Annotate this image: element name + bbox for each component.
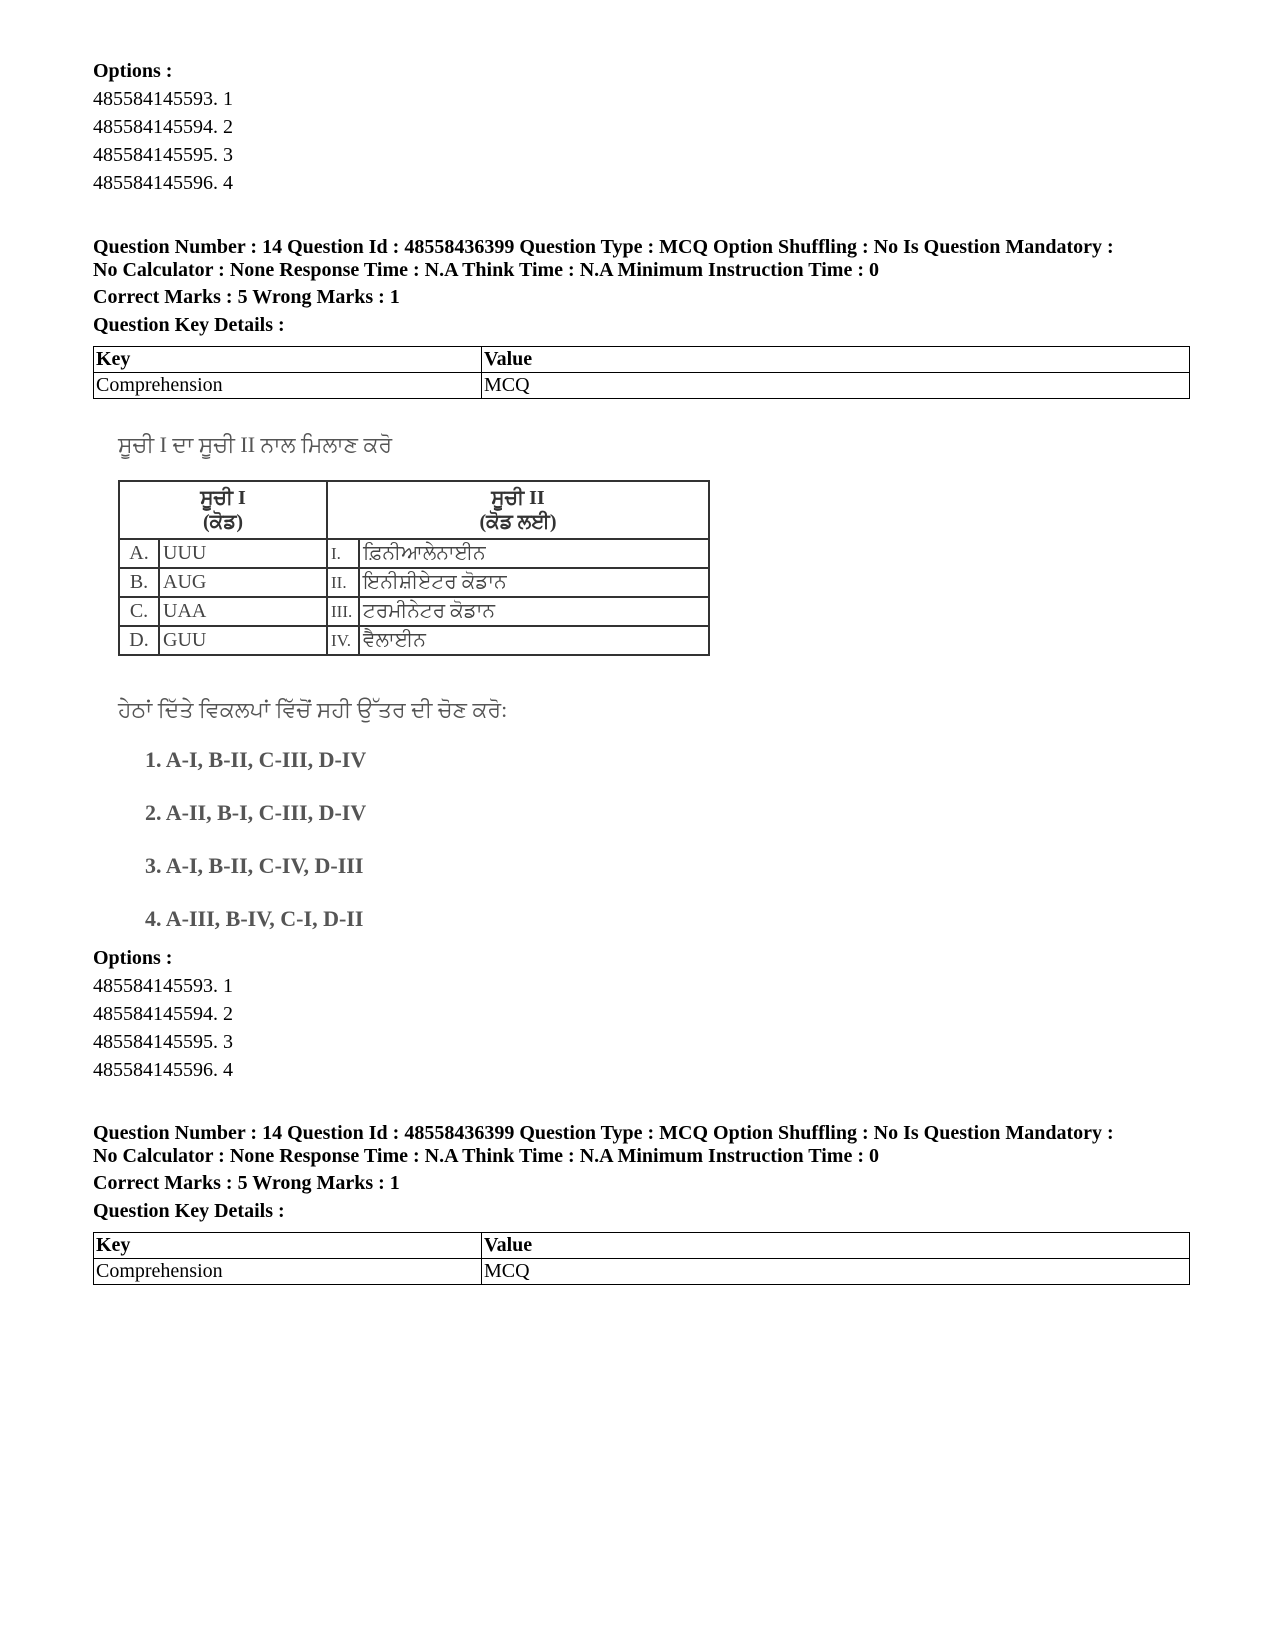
row-code: UAA — [159, 597, 327, 626]
option-item: 485584145594. 2 — [93, 1003, 233, 1025]
row-code: GUU — [159, 626, 327, 655]
row-meaning: ਵੈਲਾਈਨ — [359, 626, 709, 655]
match-row — [119, 597, 709, 626]
question-meta-line1: Question Number : 14 Question Id : 48558436399 Question Type : MCQ Option Shuffling : No Is Question Mandatory : — [93, 1122, 1114, 1144]
marks-line: Correct Marks : 5 Wrong Marks : 1 — [93, 286, 400, 308]
match-instruction: ਸੂਚੀ I ਦਾ ਸੂਚੀ II ਨਾਲ ਮਿਲਾਣ ਕਰੋ — [118, 432, 393, 457]
row-code: AUG — [159, 568, 327, 597]
list1-subtitle: (ਕੋਡ) — [203, 511, 243, 533]
match-row — [119, 626, 709, 655]
row-roman: IV. — [327, 626, 359, 655]
question-meta-line2: No Calculator : None Response Time : N.A Think Time : N.A Minimum Instruction Time : 0 — [93, 1145, 879, 1167]
option-item: 485584145593. 1 — [93, 88, 233, 110]
list1-header — [119, 481, 327, 539]
option-item: 485584145595. 3 — [93, 144, 233, 166]
question-meta-line2: No Calculator : None Response Time : N.A Think Time : N.A Minimum Instruction Time : 0 — [93, 259, 879, 281]
answer-choice: 4. A-III, B-IV, C-I, D-II — [145, 906, 364, 931]
option-item: 485584145595. 3 — [93, 1031, 233, 1053]
row-roman: II. — [327, 568, 359, 597]
row-letter: A. — [119, 539, 159, 568]
options-heading: Options : — [93, 60, 173, 82]
key-table-b — [93, 1232, 1190, 1285]
options-section-top — [93, 57, 1190, 197]
list2-title: ਸੂਚੀ II — [491, 487, 545, 509]
match-row — [119, 539, 709, 568]
marks-line: Correct Marks : 5 Wrong Marks : 1 — [93, 1172, 400, 1194]
match-row — [119, 568, 709, 597]
row-code: UUU — [159, 539, 327, 568]
value-cell: MCQ — [482, 1259, 1190, 1285]
row-letter: C. — [119, 597, 159, 626]
answer-choice: 2. A-II, B-I, C-III, D-IV — [145, 800, 367, 825]
key-details-label: Question Key Details : — [93, 1200, 285, 1222]
key-details-label: Question Key Details : — [93, 314, 285, 336]
question-meta-a — [93, 236, 1190, 339]
value-header: Value — [482, 347, 1190, 373]
option-item: 485584145594. 2 — [93, 116, 233, 138]
value-header: Value — [482, 1233, 1190, 1259]
answer-choice: 1. A-I, B-II, C-III, D-IV — [145, 747, 367, 772]
options-section-bottom — [93, 944, 1190, 1084]
value-cell: MCQ — [482, 373, 1190, 399]
row-meaning: ਟਰਮੀਨੇਟਰ ਕੋਡਾਨ — [359, 597, 709, 626]
answer-choice: 3. A-I, B-II, C-IV, D-III — [145, 853, 364, 878]
key-cell: Comprehension — [94, 373, 482, 399]
key-header: Key — [94, 1233, 482, 1259]
option-item: 485584145596. 4 — [93, 172, 233, 194]
key-header: Key — [94, 347, 482, 373]
row-letter: D. — [119, 626, 159, 655]
option-item: 485584145593. 1 — [93, 975, 233, 997]
row-meaning: ਫ਼ਿਨੀਆਲੇਨਾਈਨ — [359, 539, 709, 568]
row-letter: B. — [119, 568, 159, 597]
row-roman: III. — [327, 597, 359, 626]
question-image — [118, 432, 698, 952]
list2-header — [327, 481, 709, 539]
key-table-a — [93, 346, 1190, 399]
options-heading: Options : — [93, 947, 173, 969]
option-item: 485584145596. 4 — [93, 1059, 233, 1081]
row-roman: I. — [327, 539, 359, 568]
row-meaning: ਇਨੀਸ਼ੀਏਟਰ ਕੋਡਾਨ — [359, 568, 709, 597]
match-table — [118, 480, 710, 656]
list1-title: ਸੂਚੀ I — [200, 487, 246, 509]
question-meta-line1: Question Number : 14 Question Id : 48558436399 Question Type : MCQ Option Shuffling : No Is Question Mandatory : — [93, 236, 1114, 258]
choice-prompt: ਹੇਠਾਂ ਦਿੱਤੇ ਵਿਕਲਪਾਂ ਵਿੱਚੋਂ ਸਹੀ ਉੱਤਰ ਦੀ ਚੋਣ ਕਰੋ: — [118, 697, 508, 722]
question-meta-b — [93, 1122, 1190, 1225]
list2-subtitle: (ਕੋਡ ਲਈ) — [479, 511, 557, 533]
key-cell: Comprehension — [94, 1259, 482, 1285]
